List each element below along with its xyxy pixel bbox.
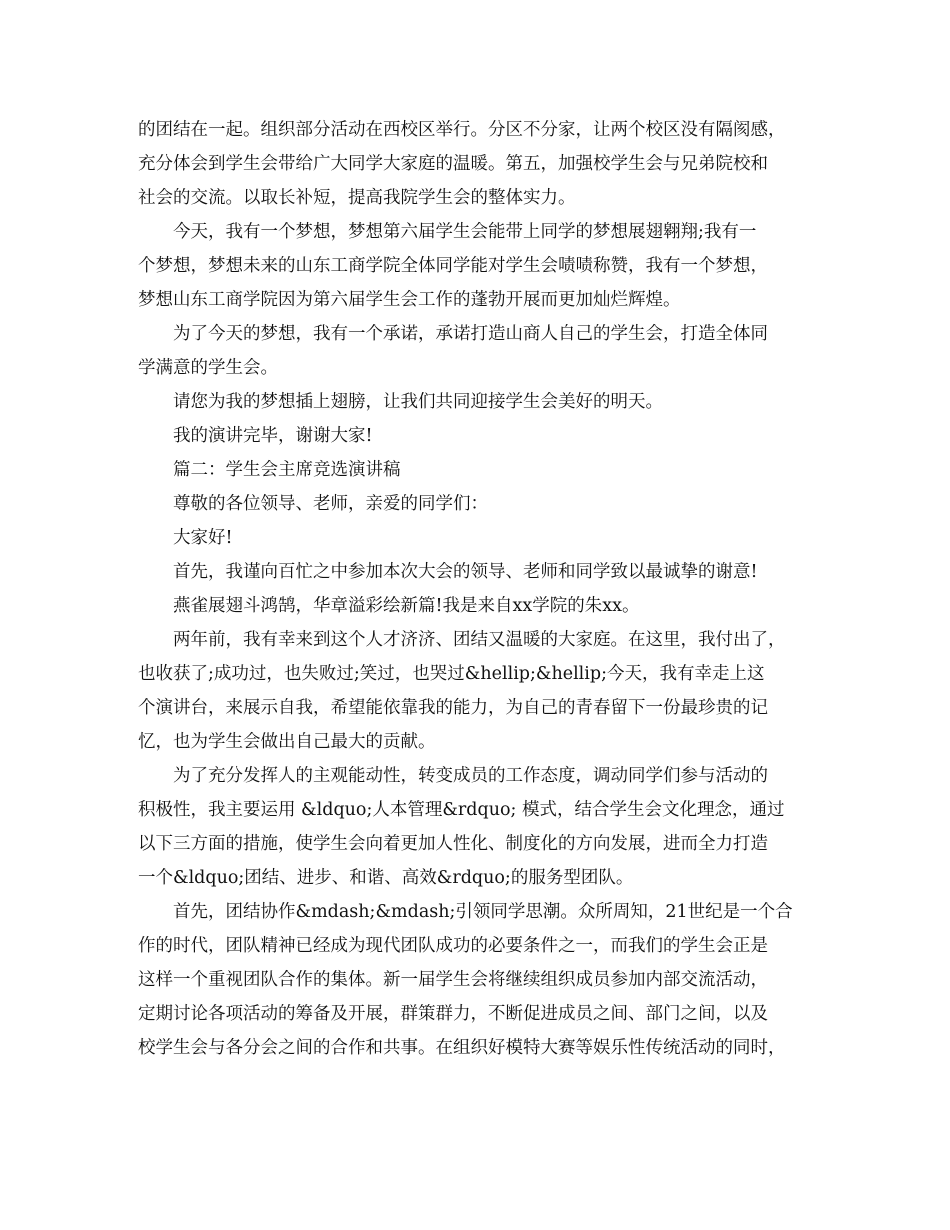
paragraph — [138, 759, 828, 895]
paragraph-line: 学满意的学生会。 — [138, 358, 278, 378]
paragraph-line: 首先，我谨向百忙之中参加本次大会的领导、老师和同学致以最诚挚的谢意! — [173, 562, 758, 582]
paragraph — [138, 623, 828, 759]
paragraph-line: 梦想山东工商学院因为第六届学生会工作的蓬勃开展而更加灿烂辉煌。 — [138, 290, 681, 310]
paragraph-line: 个演讲台，来展示自我，希望能依靠我的能力，为自己的青春留下一份最珍贵的记 — [138, 698, 768, 718]
paragraph-line: 首先，团结协作&mdash;&mdash;引领同学思潮。众所周知，21世纪是一个合 — [173, 902, 793, 922]
paragraph — [138, 453, 828, 487]
paragraph — [138, 113, 828, 215]
paragraph — [138, 895, 828, 1065]
paragraph-line: 也收获了;成功过，也失败过;笑过，也哭过&hellip;&hellip;今天，我有幸走上这 — [138, 664, 765, 684]
paragraph-line: 社会的交流。以取长补短，提高我院学生会的整体实力。 — [138, 188, 576, 208]
paragraph — [138, 487, 828, 521]
paragraph-line: 作的时代，团队精神已经成为现代团队成功的必要条件之一，而我们的学生会正是 — [138, 936, 768, 956]
paragraph-line: 燕雀展翅斗鸿鹄，华章溢彩绘新篇!我是来自xx学院的朱xx。 — [173, 596, 640, 616]
paragraph-line: 校学生会与各分会之间的合作和共事。在组织好模特大赛等娱乐性传统活动的同时， — [138, 1038, 786, 1058]
paragraph-line: 请您为我的梦想插上翅膀，让我们共同迎接学生会美好的明天。 — [173, 392, 663, 412]
paragraph-line: 以下三方面的措施，使学生会向着更加人性化、制度化的方向发展，进而全力打造 — [138, 834, 768, 854]
paragraph — [138, 317, 828, 385]
paragraph — [138, 521, 828, 555]
paragraph-line: 个梦想，梦想未来的山东工商学院全体同学能对学生会啧啧称赞，我有一个梦想， — [138, 256, 768, 276]
document-body — [138, 113, 828, 1065]
paragraph-line: 这样一个重视团队合作的集体。新一届学生会将继续组织成员参加内部交流活动， — [138, 970, 768, 990]
paragraph-line: 为了今天的梦想，我有一个承诺，承诺打造山商人自己的学生会，打造全体同 — [173, 324, 768, 344]
paragraph-line: 大家好! — [173, 528, 233, 548]
paragraph-line: 忆，也为学生会做出自己最大的贡献。 — [138, 732, 436, 752]
paragraph-line: 两年前，我有幸来到这个人才济济、团结又温暖的大家庭。在这里，我付出了， — [173, 630, 786, 650]
paragraph-line: 篇二：学生会主席竞选演讲稿 — [173, 460, 401, 480]
paragraph-line: 充分体会到学生会带给广大同学大家庭的温暖。第五，加强校学生会与兄弟院校和 — [138, 154, 768, 174]
paragraph-line: 今天，我有一个梦想，梦想第六届学生会能带上同学的梦想展翅翱翔;我有一 — [173, 222, 757, 242]
paragraph-line: 为了充分发挥人的主观能动性，转变成员的工作态度，调动同学们参与活动的 — [173, 766, 768, 786]
paragraph-line: 定期讨论各项活动的筹备及开展，群策群力，不断促进成员之间、部门之间，以及 — [138, 1004, 768, 1024]
paragraph — [138, 385, 828, 419]
paragraph — [138, 589, 828, 623]
paragraph-line: 的团结在一起。组织部分活动在西校区举行。分区不分家，让两个校区没有隔阂感， — [138, 120, 786, 140]
paragraph — [138, 215, 828, 317]
paragraph — [138, 555, 828, 589]
paragraph-line: 一个&ldquo;团结、进步、和谐、高效&rdquo;的服务型团队。 — [138, 868, 634, 888]
paragraph-line: 我的演讲完毕，谢谢大家! — [173, 426, 373, 446]
paragraph — [138, 419, 828, 453]
paragraph-line: 尊敬的各位领导、老师，亲爱的同学们： — [173, 494, 488, 514]
paragraph-line: 积极性，我主要运用 &ldquo;人本管理&rdquo; 模式，结合学生会文化理念，通过 — [138, 800, 785, 820]
